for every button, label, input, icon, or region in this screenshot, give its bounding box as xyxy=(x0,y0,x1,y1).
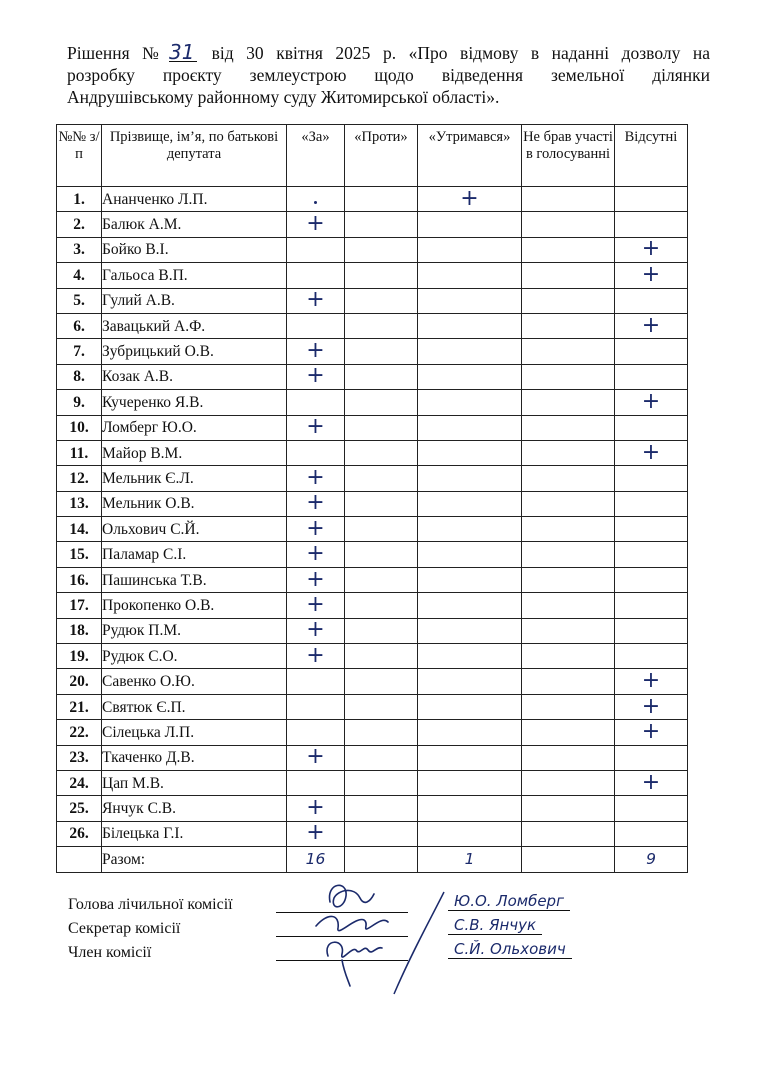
header-num: №№ з/п xyxy=(57,125,102,187)
vote-cell-against xyxy=(345,821,418,846)
vote-cell-not-voted xyxy=(522,339,615,364)
totals-label: Разом: xyxy=(102,847,287,872)
vote-cell-abstain xyxy=(418,288,522,313)
vote-cell-not-voted xyxy=(522,694,615,719)
plus-mark: + xyxy=(306,490,325,516)
vote-cell-against xyxy=(345,770,418,795)
vote-cell-absent xyxy=(615,415,688,440)
vote-cell-against xyxy=(345,720,418,745)
row-number: 4. xyxy=(57,263,102,288)
plus-mark: + xyxy=(306,541,325,567)
plus-mark: + xyxy=(641,312,661,338)
vote-cell-for xyxy=(287,415,345,440)
vote-cell-absent xyxy=(615,390,688,415)
table-row xyxy=(57,618,688,643)
table-row xyxy=(57,212,688,237)
vote-cell-absent xyxy=(615,770,688,795)
vote-cell-against xyxy=(345,339,418,364)
deputy-name: Мельник О.В. xyxy=(102,491,287,516)
plus-mark: + xyxy=(306,515,325,541)
deputy-name: Бойко В.І. xyxy=(102,237,287,262)
vote-cell-abstain xyxy=(418,745,522,770)
vote-cell-abstain xyxy=(418,593,522,618)
header-absent: Відсутні xyxy=(615,125,688,187)
vote-cell-not-voted xyxy=(522,313,615,338)
row-number: 14. xyxy=(57,517,102,542)
plus-mark: + xyxy=(641,439,661,465)
row-number: 11. xyxy=(57,440,102,465)
table-row xyxy=(57,593,688,618)
vote-cell-absent xyxy=(615,542,688,567)
row-number: 8. xyxy=(57,364,102,389)
decision-heading xyxy=(67,42,710,108)
deputy-name: Савенко О.Ю. xyxy=(102,669,287,694)
vote-cell-abstain xyxy=(418,440,522,465)
vote-cell-absent xyxy=(615,237,688,262)
signature-role-member: Член комісії xyxy=(68,944,152,961)
table-row xyxy=(57,288,688,313)
header-not-voted: Не брав участі в голосуванні xyxy=(522,125,615,187)
vote-cell-against xyxy=(345,517,418,542)
plus-mark: + xyxy=(641,668,661,694)
table-header-row xyxy=(57,125,688,187)
deputy-name: Майор В.М. xyxy=(102,440,287,465)
vote-cell-not-voted xyxy=(522,821,615,846)
vote-cell-for xyxy=(287,618,345,643)
vote-cell-for xyxy=(287,745,345,770)
vote-cell-for xyxy=(287,313,345,338)
vote-cell-for xyxy=(287,364,345,389)
vote-cell-absent xyxy=(615,187,688,212)
row-number: 7. xyxy=(57,339,102,364)
deputy-name: Завацький А.Ф. xyxy=(102,313,287,338)
row-number: 22. xyxy=(57,720,102,745)
vote-cell-not-voted xyxy=(522,466,615,491)
deputy-name: Ольхович С.Й. xyxy=(102,517,287,542)
table-row xyxy=(57,491,688,516)
vote-cell-not-voted xyxy=(522,669,615,694)
vote-cell-abstain xyxy=(418,364,522,389)
vote-cell-abstain xyxy=(418,644,522,669)
vote-cell-absent xyxy=(615,821,688,846)
vote-cell-for xyxy=(287,770,345,795)
vote-cell-absent xyxy=(615,720,688,745)
row-number: 18. xyxy=(57,618,102,643)
table-row xyxy=(57,466,688,491)
plus-mark: + xyxy=(306,795,325,821)
vote-cell-abstain xyxy=(418,542,522,567)
table-row xyxy=(57,313,688,338)
vote-cell-not-voted xyxy=(522,542,615,567)
vote-cell-absent xyxy=(615,212,688,237)
vote-cell-against xyxy=(345,644,418,669)
vote-cell-absent xyxy=(615,644,688,669)
heading-prefix: Рішення № xyxy=(67,43,168,63)
vote-cell-against xyxy=(345,542,418,567)
deputy-name: Гальоса В.П. xyxy=(102,263,287,288)
table-body xyxy=(57,187,688,847)
total-for: 16 xyxy=(287,847,345,872)
plus-mark: + xyxy=(641,769,661,795)
vote-cell-not-voted xyxy=(522,517,615,542)
total-absent: 9 xyxy=(615,847,688,872)
vote-cell-abstain xyxy=(418,237,522,262)
vote-cell-absent xyxy=(615,517,688,542)
vote-cell-for xyxy=(287,466,345,491)
vote-cell-absent xyxy=(615,694,688,719)
vote-cell-absent xyxy=(615,364,688,389)
table-row xyxy=(57,415,688,440)
plus-mark: + xyxy=(306,820,325,846)
total-against xyxy=(345,847,418,872)
vote-cell-not-voted xyxy=(522,288,615,313)
vote-cell-abstain xyxy=(418,821,522,846)
decision-number: 31 xyxy=(169,43,197,62)
vote-cell-against xyxy=(345,694,418,719)
vote-cell-not-voted xyxy=(522,263,615,288)
vote-cell-for xyxy=(287,567,345,592)
vote-cell-abstain xyxy=(418,491,522,516)
plus-mark: + xyxy=(306,414,325,440)
heading-line-1 xyxy=(67,42,710,64)
vote-cell-abstain xyxy=(418,694,522,719)
vote-cell-not-voted xyxy=(522,415,615,440)
vote-cell-absent xyxy=(615,313,688,338)
vote-cell-not-voted xyxy=(522,212,615,237)
vote-cell-for xyxy=(287,390,345,415)
vote-cell-not-voted xyxy=(522,745,615,770)
plus-mark: + xyxy=(641,693,661,719)
vote-cell-absent xyxy=(615,263,688,288)
deputy-name: Сілецька Л.П. xyxy=(102,720,287,745)
heading-line-3: Андрушівському районному суду Житомирської області». xyxy=(67,87,500,107)
deputy-name: Святюк Є.П. xyxy=(102,694,287,719)
vote-cell-against xyxy=(345,288,418,313)
table-row xyxy=(57,796,688,821)
row-number: 6. xyxy=(57,313,102,338)
plus-mark: + xyxy=(641,388,661,414)
heading-line-2: розробку проєкту землеустрою щодо відведення земельної ділянки xyxy=(67,65,710,85)
deputy-name: Зубрицький О.В. xyxy=(102,339,287,364)
vote-cell-abstain xyxy=(418,415,522,440)
totals-row xyxy=(57,847,688,872)
vote-cell-not-voted xyxy=(522,567,615,592)
row-number: 20. xyxy=(57,669,102,694)
vote-cell-abstain xyxy=(418,517,522,542)
row-number: 9. xyxy=(57,390,102,415)
deputy-name: Паламар С.І. xyxy=(102,542,287,567)
deputy-name: Прокопенко О.В. xyxy=(102,593,287,618)
plus-mark: + xyxy=(306,566,325,592)
row-number: 23. xyxy=(57,745,102,770)
vote-cell-not-voted xyxy=(522,644,615,669)
vote-cell-not-voted xyxy=(522,390,615,415)
vote-cell-for xyxy=(287,796,345,821)
plus-mark: + xyxy=(306,338,325,364)
vote-cell-against xyxy=(345,313,418,338)
totals-num-cell xyxy=(57,847,102,872)
header-name: Прізвище, ім’я, по батькові депутата xyxy=(102,125,287,187)
deputy-name: Рудюк С.О. xyxy=(102,644,287,669)
deputy-name: Гулий А.В. xyxy=(102,288,287,313)
plus-mark: + xyxy=(306,642,325,668)
signature-slash-icon xyxy=(386,890,446,1000)
header-against: «Проти» xyxy=(345,125,418,187)
signature-role-secretary: Секретар комісії xyxy=(68,920,181,937)
table-row xyxy=(57,542,688,567)
vote-cell-for xyxy=(287,288,345,313)
row-number: 26. xyxy=(57,821,102,846)
deputy-name: Ананченко Л.П. xyxy=(102,187,287,212)
table-row xyxy=(57,187,688,212)
table-row xyxy=(57,745,688,770)
vote-cell-not-voted xyxy=(522,618,615,643)
deputy-name: Ломберг Ю.О. xyxy=(102,415,287,440)
vote-cell-not-voted xyxy=(522,237,615,262)
vote-cell-against xyxy=(345,491,418,516)
vote-cell-not-voted xyxy=(522,796,615,821)
table-row xyxy=(57,644,688,669)
vote-cell-not-voted xyxy=(522,720,615,745)
row-number: 17. xyxy=(57,593,102,618)
vote-cell-against xyxy=(345,187,418,212)
row-number: 3. xyxy=(57,237,102,262)
vote-cell-for xyxy=(287,517,345,542)
table-row xyxy=(57,263,688,288)
vote-cell-for xyxy=(287,339,345,364)
vote-cell-absent xyxy=(615,567,688,592)
vote-cell-absent xyxy=(615,618,688,643)
vote-cell-not-voted xyxy=(522,364,615,389)
vote-cell-absent xyxy=(615,339,688,364)
row-number: 2. xyxy=(57,212,102,237)
vote-cell-for xyxy=(287,694,345,719)
plus-mark: + xyxy=(641,261,661,287)
table-row xyxy=(57,339,688,364)
vote-cell-absent xyxy=(615,440,688,465)
vote-cell-absent xyxy=(615,491,688,516)
table-row xyxy=(57,694,688,719)
signature-name-chair: Ю.О. Ломберг xyxy=(448,892,570,911)
signature-block xyxy=(68,892,708,1016)
row-number: 25. xyxy=(57,796,102,821)
table-row xyxy=(57,770,688,795)
plus-mark: + xyxy=(641,236,661,262)
plus-mark: + xyxy=(641,718,661,744)
vote-cell-against xyxy=(345,212,418,237)
vote-cell-for xyxy=(287,821,345,846)
plus-mark: + xyxy=(306,363,325,389)
table-row xyxy=(57,567,688,592)
vote-cell-for xyxy=(287,542,345,567)
vote-cell-absent xyxy=(615,669,688,694)
deputy-name: Янчук С.В. xyxy=(102,796,287,821)
signature-name-member: С.Й. Ольхович xyxy=(448,940,572,959)
vote-cell-absent xyxy=(615,745,688,770)
vote-cell-against xyxy=(345,390,418,415)
plus-mark: + xyxy=(306,591,325,617)
table-row xyxy=(57,821,688,846)
plus-mark: + xyxy=(306,617,325,643)
vote-cell-for xyxy=(287,263,345,288)
handwritten-signatures-icon xyxy=(268,876,398,991)
table-row xyxy=(57,517,688,542)
vote-cell-not-voted xyxy=(522,440,615,465)
table-row xyxy=(57,237,688,262)
plus-mark: + xyxy=(460,185,479,211)
vote-cell-abstain xyxy=(418,618,522,643)
row-number: 16. xyxy=(57,567,102,592)
vote-cell-against xyxy=(345,593,418,618)
total-not-voted xyxy=(522,847,615,872)
vote-cell-for xyxy=(287,440,345,465)
vote-cell-not-voted xyxy=(522,491,615,516)
vote-cell-abstain xyxy=(418,796,522,821)
table-row xyxy=(57,669,688,694)
vote-cell-not-voted xyxy=(522,770,615,795)
vote-cell-not-voted xyxy=(522,593,615,618)
plus-mark: + xyxy=(306,464,325,490)
row-number: 21. xyxy=(57,694,102,719)
table-row xyxy=(57,364,688,389)
row-number: 19. xyxy=(57,644,102,669)
ink-dot-icon xyxy=(314,201,317,204)
vote-cell-abstain xyxy=(418,770,522,795)
vote-cell-absent xyxy=(615,593,688,618)
vote-cell-for xyxy=(287,669,345,694)
row-number: 10. xyxy=(57,415,102,440)
vote-cell-against xyxy=(345,263,418,288)
signature-name-secretary: С.В. Янчук xyxy=(448,916,542,935)
vote-cell-abstain xyxy=(418,212,522,237)
vote-cell-against xyxy=(345,618,418,643)
vote-cell-abstain xyxy=(418,390,522,415)
vote-cell-for xyxy=(287,212,345,237)
vote-cell-for xyxy=(287,720,345,745)
vote-cell-against xyxy=(345,237,418,262)
row-number: 12. xyxy=(57,466,102,491)
vote-cell-for xyxy=(287,187,345,212)
vote-cell-against xyxy=(345,567,418,592)
vote-cell-abstain xyxy=(418,567,522,592)
vote-cell-against xyxy=(345,364,418,389)
table-row xyxy=(57,440,688,465)
plus-mark: + xyxy=(306,744,325,770)
deputy-name: Кучеренко Я.В. xyxy=(102,390,287,415)
vote-cell-against xyxy=(345,415,418,440)
total-abstain: 1 xyxy=(418,847,522,872)
vote-cell-abstain xyxy=(418,263,522,288)
vote-cell-abstain xyxy=(418,339,522,364)
voting-table xyxy=(56,124,688,873)
vote-cell-abstain xyxy=(418,313,522,338)
vote-cell-not-voted xyxy=(522,187,615,212)
heading-line-1-rest: від 30 квітня 2025 р. «Про відмову в наданні дозволу на xyxy=(211,43,710,63)
deputy-name: Мельник Є.Л. xyxy=(102,466,287,491)
vote-cell-for xyxy=(287,491,345,516)
vote-cell-for xyxy=(287,593,345,618)
vote-cell-abstain xyxy=(418,466,522,491)
vote-cell-for xyxy=(287,644,345,669)
vote-cell-against xyxy=(345,440,418,465)
vote-cell-against xyxy=(345,466,418,491)
deputy-name: Білецька Г.І. xyxy=(102,821,287,846)
row-number: 5. xyxy=(57,288,102,313)
table-row xyxy=(57,390,688,415)
plus-mark: + xyxy=(306,287,325,313)
vote-cell-abstain xyxy=(418,187,522,212)
vote-cell-abstain xyxy=(418,669,522,694)
deputy-name: Ткаченко Д.В. xyxy=(102,745,287,770)
row-number: 15. xyxy=(57,542,102,567)
header-for: «За» xyxy=(287,125,345,187)
deputy-name: Балюк А.М. xyxy=(102,212,287,237)
header-abstain: «Утримався» xyxy=(418,125,522,187)
deputy-name: Козак А.В. xyxy=(102,364,287,389)
plus-mark: + xyxy=(306,211,325,237)
deputy-name: Рудюк П.М. xyxy=(102,618,287,643)
vote-cell-against xyxy=(345,669,418,694)
vote-cell-abstain xyxy=(418,720,522,745)
vote-cell-absent xyxy=(615,288,688,313)
row-number: 1. xyxy=(57,187,102,212)
vote-cell-absent xyxy=(615,466,688,491)
signature-role-chair: Голова лічильної комісії xyxy=(68,896,233,913)
vote-cell-against xyxy=(345,796,418,821)
deputy-name: Цап М.В. xyxy=(102,770,287,795)
vote-cell-absent xyxy=(615,796,688,821)
deputy-name: Пашинська Т.В. xyxy=(102,567,287,592)
vote-cell-against xyxy=(345,745,418,770)
row-number: 24. xyxy=(57,770,102,795)
table-row xyxy=(57,720,688,745)
vote-cell-for xyxy=(287,237,345,262)
row-number: 13. xyxy=(57,491,102,516)
